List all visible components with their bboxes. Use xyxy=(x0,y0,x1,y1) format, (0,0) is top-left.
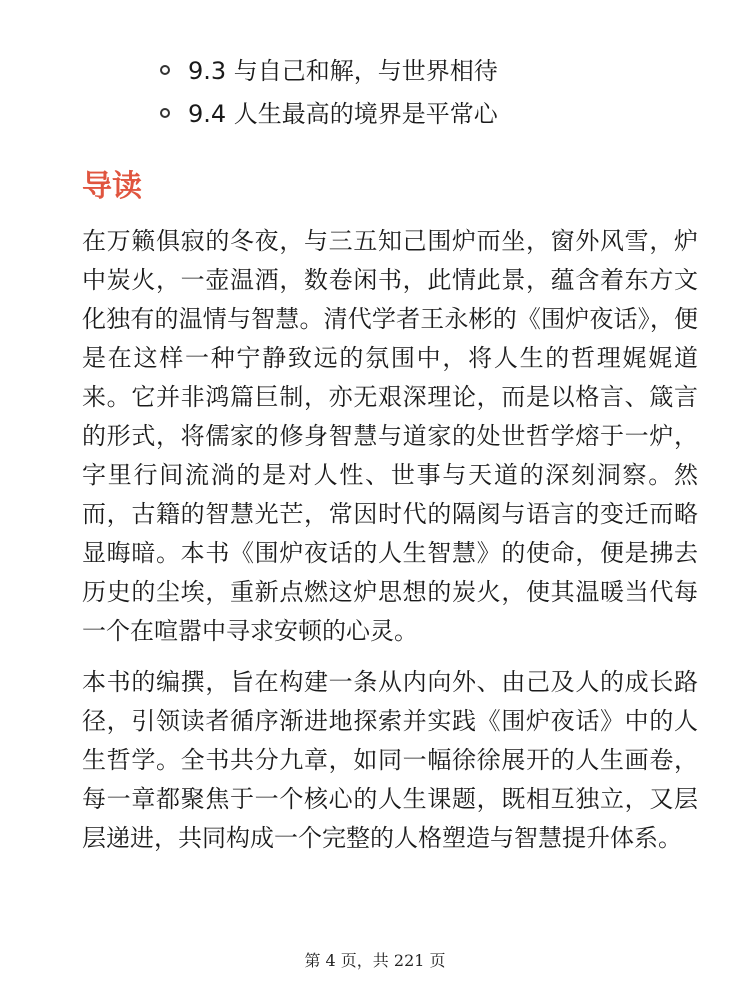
toc-item[interactable] xyxy=(160,93,498,136)
section-body xyxy=(82,222,698,870)
toc-item-label: 9.3 与自己和解，与世界相待 xyxy=(188,57,498,85)
table-of-contents xyxy=(160,50,498,136)
paragraph: 在万籁俱寂的冬夜，与三五知己围炉而坐，窗外风雪，炉中炭火，一壶温酒，数卷闲书，此情此景，蕴含着东方文化独有的温情与智慧。清代学者王永彬的《围炉夜话》，便是在这样一种宁静致远的氛围中，将人生的哲理娓娓道来。它并非鸿篇巨制，亦无艰深理论，而是以格言、箴言的形式，将儒家的修身智慧与道家的处世哲学熔于一炉，字里行间流淌的是对人性、世事与天道的深刻洞察。然而，古籍的智慧光芒，常因时代的隔阂与语言的变迁而略显晦暗。本书《围炉夜话的人生智慧》的使命，便是拂去历史的尘埃，重新点燃这炉思想的炭火，使其温暖当代每一个在喧嚣中寻求安顿的心灵。 xyxy=(82,227,698,645)
circle-bullet-icon xyxy=(160,108,170,118)
section-heading: 导读 xyxy=(82,169,142,204)
page-number-footer: 第 4 页，共 221 页 xyxy=(304,951,446,970)
circle-bullet-icon xyxy=(160,65,170,75)
paragraph: 本书的编撰，旨在构建一条从内向外、由己及人的成长路径，引领读者循序渐进地探索并实践《围炉夜话》中的人生哲学。全书共分九章，如同一幅徐徐展开的人生画卷，每一章都聚焦于一个核心的人生课题，既相互独立，又层层递进，共同构成一个完整的人格塑造与智慧提升体系。 xyxy=(82,668,698,852)
toc-item[interactable] xyxy=(160,50,498,93)
toc-item-label: 9.4 人生最高的境界是平常心 xyxy=(188,100,498,128)
